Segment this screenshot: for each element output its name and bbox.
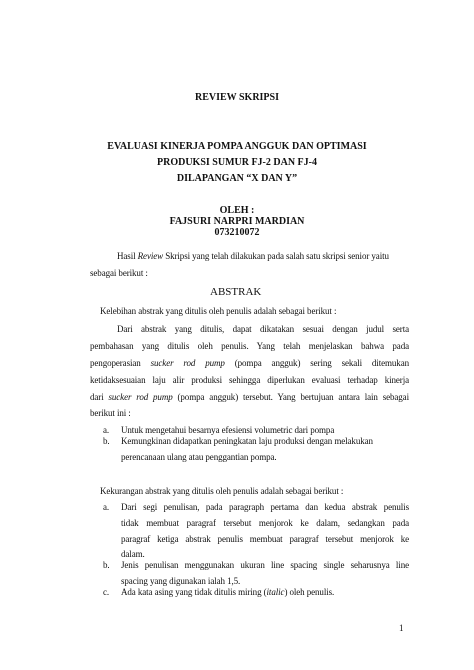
author-name: FAJSURI NARPRI MARDIAN — [169, 216, 305, 227]
weakness-intro: Kekurangan abstrak yang ditulis oleh penulis adalah sebagai berikut : — [100, 486, 344, 496]
abstract-para-line-6: berikut ini : — [90, 408, 131, 418]
review-title: REVIEW SKRIPSI — [194, 92, 279, 103]
weakness-c-line-1: Ada kata asing yang tidak ditulis miring (italic) oleh penulis. — [121, 587, 335, 597]
weakness-a-line-2: tidak membuat paragraf tersebut menjorok ke dalam, sedangkan pada — [121, 518, 409, 528]
abstract-para-line-3: pengoperasian sucker rod pump (pompa angguk) sering sekali ditemukan — [90, 358, 409, 368]
weakness-a-line-4: dalam. — [121, 549, 145, 559]
weakness-a-line-1: Dari segi penulisan, pada paragraph pertama dan kedua abstrak penulis — [121, 502, 409, 512]
weakness-c-marker: c. — [103, 587, 110, 597]
abstract-heading: ABSTRAK — [210, 286, 262, 298]
abstract-para-line-4: ketidaksesuaian laju alir produksi sehingga diperlukan evaluasi terhadap kinerja — [90, 375, 409, 385]
goal-a-marker: a. — [103, 425, 110, 435]
goal-b-line-2: perencanaan ulang atau penggantian pompa. — [121, 452, 277, 462]
goal-a-line-1: Untuk mengetahui besarnya efesiensi volumetric dari pompa — [121, 425, 335, 435]
strengths-intro: Kelebihan abstrak yang ditulis oleh penulis adalah sebagai berikut : — [100, 306, 337, 316]
goal-b-line-1: Kemungkinan didapatkan peningkatan laju produksi dengan melakukan — [121, 436, 373, 446]
weakness-b-line-1: Jenis penulisan menggunakan ukuran line spacing single seharusnya line — [121, 560, 409, 570]
by-label: OLEH : — [219, 205, 255, 216]
weakness-a-line-3: paragraf ketiga abstrak penulis membuat paragraf tersebut menjorok ke — [121, 534, 409, 544]
thesis-title-line-2: PRODUKSI SUMUR FJ-2 DAN FJ-4 — [157, 157, 317, 168]
intro-line-1: Hasil Review Skripsi yang telah dilakukan pada salah satu skripsi senior yaitu — [117, 251, 389, 261]
weakness-b-line-2: spacing yang digunakan ialah 1,5. — [121, 576, 241, 586]
abstract-para-line-5: dari sucker rod pump (pompa angguk) tersebut. Yang bertujuan antara lain sebagai — [90, 392, 409, 402]
student-id: 073210072 — [214, 227, 260, 238]
thesis-title-line-3: DILAPANGAN “X DAN Y” — [176, 173, 298, 184]
page-number: 1 — [399, 623, 404, 633]
goal-b-marker: b. — [103, 436, 110, 446]
abstract-para-line-1: Dari abstrak yang ditulis, dapat dikatakan sesuai dengan judul serta — [117, 324, 409, 334]
thesis-title-line-1: EVALUASI KINERJA POMPA ANGGUK DAN OPTIMASI — [107, 141, 367, 152]
intro-line-2: sebagai berikut : — [90, 268, 148, 278]
weakness-a-marker: a. — [103, 502, 110, 512]
weakness-b-marker: b. — [103, 560, 110, 570]
abstract-para-line-2: pembahasan yang ditulis oleh penulis. Yang telah menjelaskan bahwa pada — [90, 341, 409, 351]
